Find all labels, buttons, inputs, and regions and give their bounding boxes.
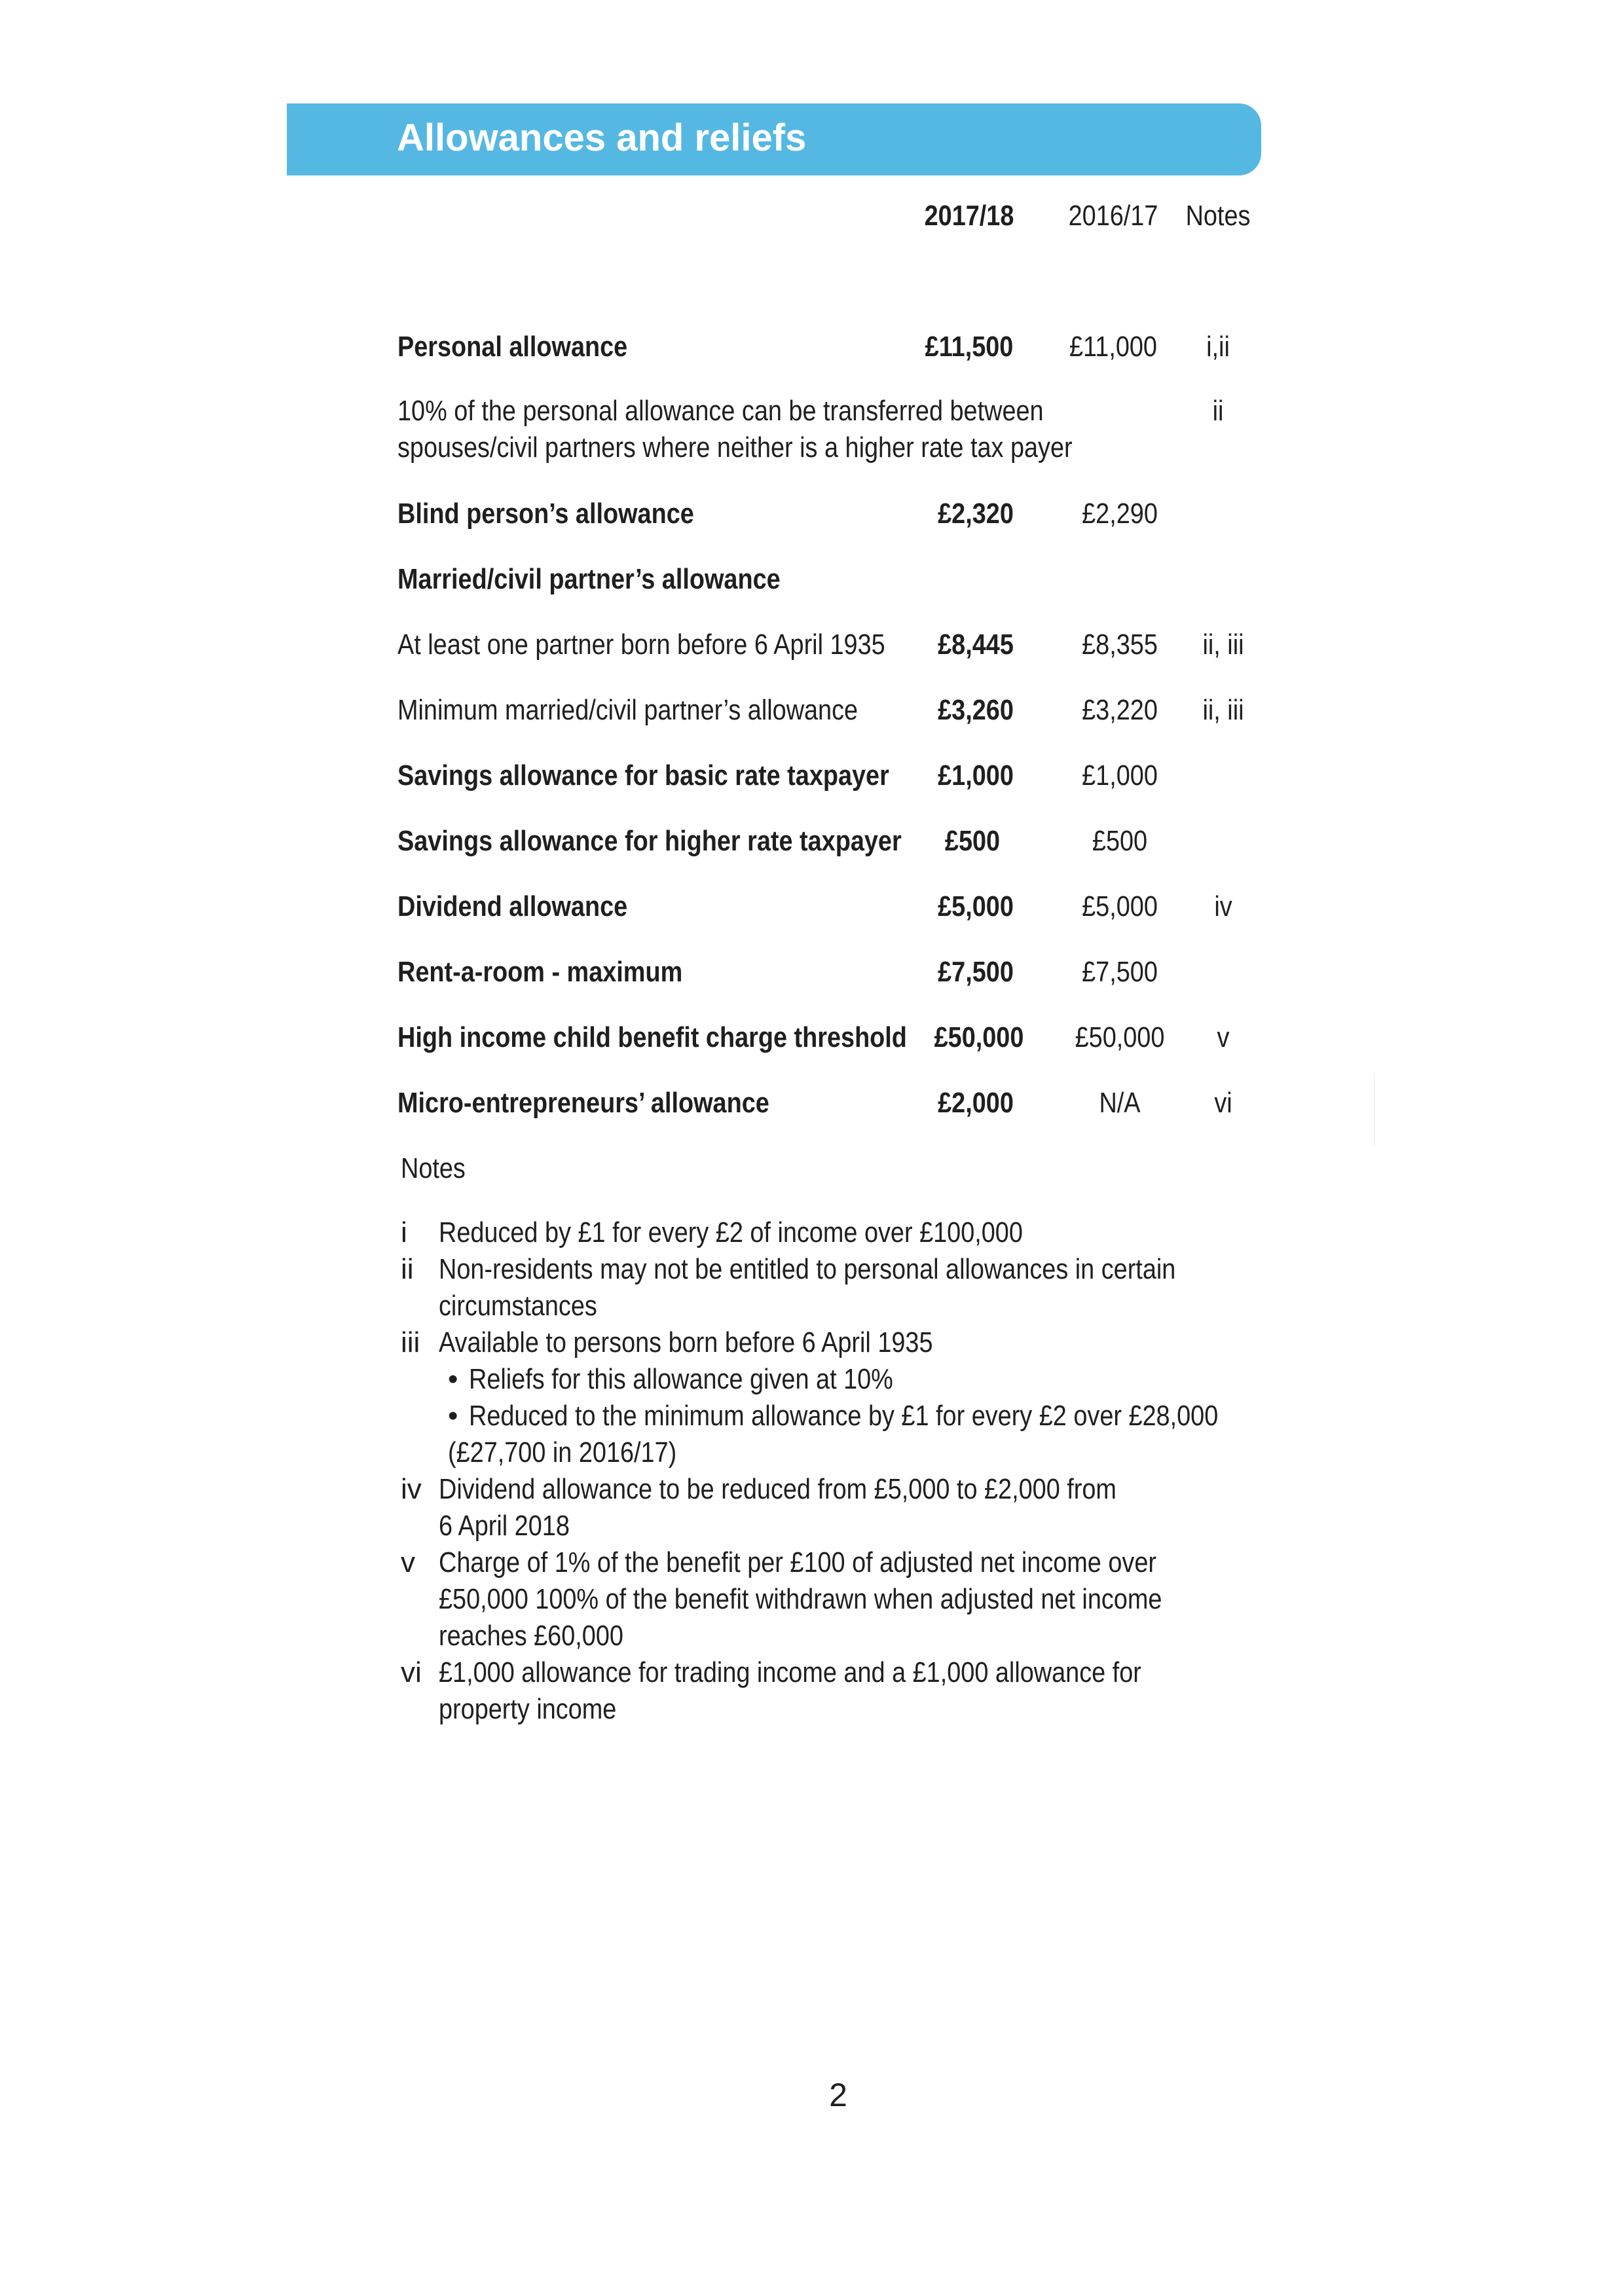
row-previous: £7,500: [1082, 956, 1158, 988]
row-notes: v: [1217, 1021, 1230, 1053]
note-text-line: £50,000 100% of the benefit withdrawn when adjusted net income: [439, 1583, 1162, 1615]
row-label: Blind person’s allowance: [397, 498, 694, 530]
row-current: £7,500: [938, 956, 1014, 988]
bullet-icon: •: [448, 1363, 458, 1395]
row-previous: £2,290: [1082, 498, 1158, 530]
row-label: High income child benefit charge threshold: [397, 1021, 907, 1053]
row-current: £50,000: [934, 1021, 1024, 1053]
note-text-line: 6 April 2018: [439, 1510, 570, 1542]
row-previous: N/A: [1099, 1087, 1141, 1119]
note-text-line: £1,000 allowance for trading income and a £1,000 allowance for: [439, 1656, 1141, 1688]
note-text-line: Available to persons born before 6 April 1935: [439, 1326, 933, 1358]
row-previous: £500: [1092, 825, 1148, 857]
row-previous: £8,355: [1082, 629, 1158, 661]
section-title: Allowances and reliefs: [397, 117, 807, 159]
note-number: v: [401, 1546, 415, 1578]
row-previous: £50,000: [1075, 1021, 1165, 1053]
note-text-line: circumstances: [439, 1290, 597, 1322]
row-notes: i,ii: [1206, 331, 1230, 363]
bullet-icon: •: [448, 1400, 458, 1432]
column-header-notes: Notes: [1185, 200, 1251, 232]
row-label: Minimum married/civil partner’s allowance: [397, 694, 858, 726]
note-number: iv: [401, 1473, 422, 1505]
row-current: £1,000: [938, 759, 1014, 792]
note-text-line: Non-residents may not be entitled to personal allowances in certain: [439, 1253, 1176, 1285]
row-label: Married/civil partner’s allowance: [397, 563, 781, 595]
note-number: iii: [401, 1326, 420, 1358]
row-current: £3,260: [938, 694, 1014, 726]
row-current: £2,320: [938, 498, 1014, 530]
row-current: £500: [944, 825, 1001, 857]
row-notes: vi: [1214, 1087, 1232, 1119]
row-label: Personal allowance: [397, 331, 628, 363]
row-label-line: 10% of the personal allowance can be transferred between: [397, 395, 1044, 427]
row-previous: £3,220: [1082, 694, 1158, 726]
row-label-line: spouses/civil partners where neither is a higher rate tax payer: [397, 431, 1073, 464]
note-bullet-line: (£27,700 in 2016/17): [448, 1436, 677, 1468]
note-text-line: Dividend allowance to be reduced from £5,000 to £2,000 from: [439, 1473, 1116, 1505]
note-text-line: property income: [439, 1693, 617, 1725]
note-number: ii: [401, 1253, 414, 1285]
row-notes: iv: [1214, 890, 1232, 922]
note-bullet-line: Reduced to the minimum allowance by £1 for every £2 over £28,000: [469, 1400, 1219, 1432]
notes-heading: Notes: [401, 1152, 466, 1184]
row-previous: £1,000: [1082, 759, 1158, 792]
section-banner: [287, 103, 1261, 175]
row-notes: ii, iii: [1202, 629, 1244, 661]
note-text-line: reaches £60,000: [439, 1620, 623, 1652]
row-label: Rent-a-room - maximum: [397, 956, 683, 988]
note-number: vi: [401, 1656, 422, 1688]
note-bullet-line: Reliefs for this allowance given at 10%: [469, 1363, 893, 1395]
row-label: Dividend allowance: [397, 890, 628, 922]
row-label: At least one partner born before 6 April 1935: [397, 629, 885, 661]
row-current: £11,500: [925, 331, 1014, 363]
scan-artifact: [1374, 1074, 1375, 1146]
column-header-current: 2017/18: [924, 200, 1014, 232]
row-current: £5,000: [938, 890, 1014, 922]
row-current: £2,000: [938, 1087, 1014, 1119]
row-notes: ii, iii: [1202, 694, 1244, 726]
row-notes: ii: [1212, 395, 1224, 427]
row-label: Savings allowance for higher rate taxpayer: [397, 825, 902, 857]
page-number: 2: [829, 2077, 847, 2113]
column-header-previous: 2016/17: [1068, 200, 1158, 232]
note-text-line: Reduced by £1 for every £2 of income over £100,000: [439, 1216, 1023, 1248]
row-current: £8,445: [938, 629, 1014, 661]
row-previous: £11,000: [1069, 331, 1157, 363]
row-previous: £5,000: [1082, 890, 1158, 922]
note-text-line: Charge of 1% of the benefit per £100 of adjusted net income over: [439, 1546, 1156, 1578]
row-label: Micro-entrepreneurs’ allowance: [397, 1087, 769, 1119]
note-number: i: [401, 1216, 407, 1248]
row-label: Savings allowance for basic rate taxpayer: [397, 759, 889, 792]
